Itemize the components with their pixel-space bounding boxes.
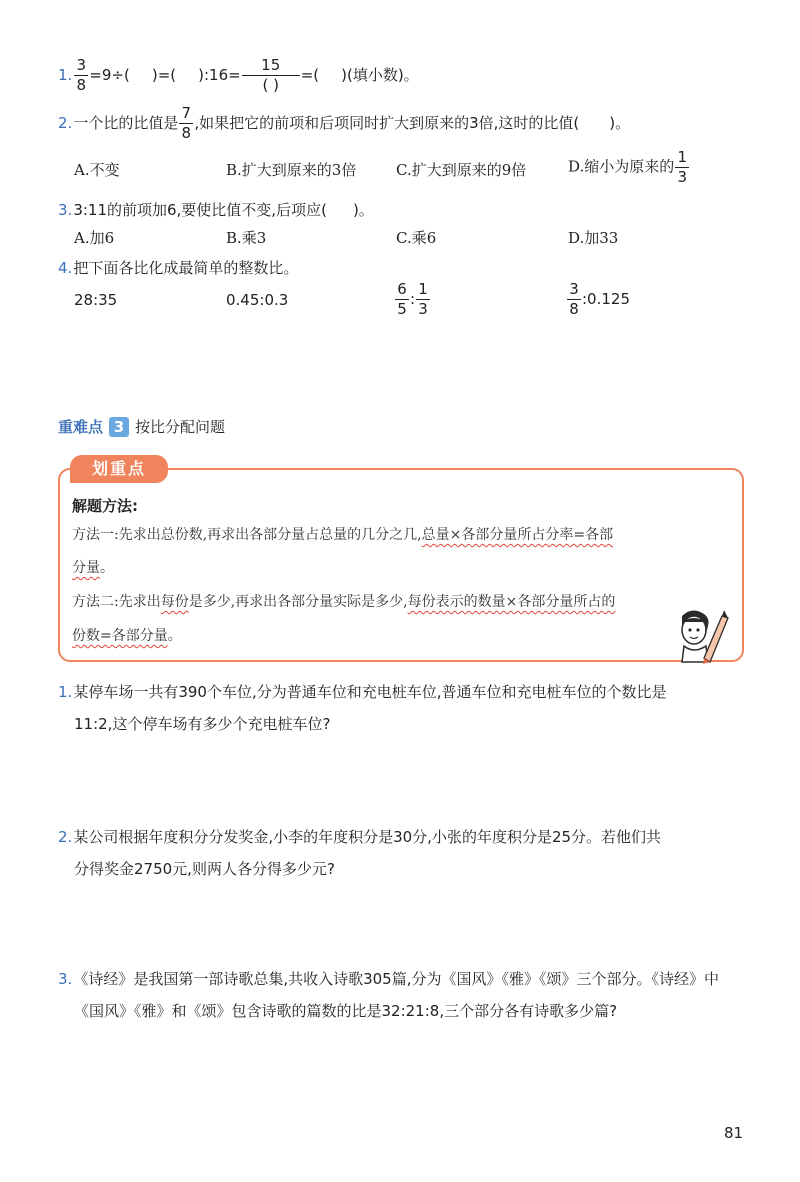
option-b: B.扩大到原来的3倍 bbox=[226, 161, 357, 179]
question-number: 2. bbox=[58, 828, 73, 846]
ratio-2: 0.45:0.3 bbox=[226, 291, 289, 309]
question-number: 4. bbox=[58, 259, 73, 277]
problem-3-line-2: 《国风》《雅》和《颂》包含诗歌的篇数的比是32:21:8,三个部分各有诗歌多少篇? bbox=[74, 1002, 618, 1020]
question-2: 2.一个比的比值是 $\frac{7}{8}$ ,如果把它的前项和后项同时扩大到原来的3倍,这时的比值( )。 bbox=[58, 104, 631, 142]
fraction-15-blank: $\frac{15}{( )}$ bbox=[242, 58, 300, 93]
question-number: 1. bbox=[58, 66, 73, 84]
question-3: 3.3:11的前项加6,要使比值不变,后项应( )。 bbox=[58, 201, 374, 219]
option-d: D.缩小为原来的 $\frac{1}{3}$ bbox=[568, 150, 690, 185]
ratio-1: 28:35 bbox=[74, 291, 118, 309]
problem-1-line-2: 11:2,这个停车场有多少个充电桩车位? bbox=[74, 715, 331, 733]
method-2-line-1: 方法二:先求出每份是多少,再求出各部分量实际是多少,每份表示的数量×各部分量所占的 bbox=[72, 594, 616, 610]
section-header bbox=[58, 416, 225, 437]
method-1-line-1: 方法一:先求出总份数,再求出各部分量占总量的几分之几,总量×各部分量所占分率=各部 bbox=[72, 527, 614, 543]
question-number: 3. bbox=[58, 970, 73, 988]
fraction-1-3: $\frac{1}{3}$ bbox=[675, 150, 689, 185]
question-number: 3. bbox=[58, 201, 73, 219]
fraction-7-8: $\frac{7}{8}$ bbox=[179, 106, 193, 141]
option-b: B.乘3 bbox=[226, 229, 267, 247]
section-badge: 3 bbox=[109, 417, 129, 437]
question-number: 2. bbox=[58, 114, 73, 132]
ratio-3: $\frac{6}{5}$ : $\frac{1}{3}$ bbox=[394, 282, 431, 317]
section-label: 重难点 bbox=[58, 418, 104, 436]
option-a: A.加6 bbox=[74, 229, 115, 247]
problem-1: 1.某停车场一共有390个车位,分为普通车位和充电桩车位,普通车位和充电桩车位的个数比是 bbox=[58, 683, 667, 701]
question-number: 1. bbox=[58, 683, 73, 701]
student-pencil-icon bbox=[664, 606, 734, 670]
option-c: C.乘6 bbox=[396, 229, 437, 247]
section-title: 按比分配问题 bbox=[135, 418, 226, 436]
problem-3: 3.《诗经》是我国第一部诗歌总集,共收入诗歌305篇,分为《国风》《雅》《颂》三个部分。《诗经》中 bbox=[58, 970, 719, 988]
method-1-line-2: 分量。 bbox=[72, 560, 114, 576]
option-a: A.不变 bbox=[74, 161, 120, 179]
question-4: 4.把下面各比化成最简单的整数比。 bbox=[58, 259, 299, 277]
method-2-line-2: 份数=各部分量。 bbox=[72, 628, 182, 644]
method-heading: 解题方法: bbox=[72, 497, 138, 515]
key-points-tag: 划重点 bbox=[70, 455, 168, 483]
page-number: 81 bbox=[724, 1124, 744, 1142]
problem-2: 2.某公司根据年度积分分发奖金,小李的年度积分是30分,小张的年度积分是25分。若他们共 bbox=[58, 828, 662, 846]
fraction-3-8: $\frac{3}{8}$ bbox=[74, 58, 88, 93]
question-1: 1. $\frac{3}{8}$ =9÷( )=( ):16= $\frac{15}{( )}$ =( )(填小数)。 bbox=[58, 56, 419, 94]
option-d: D.加33 bbox=[568, 229, 619, 247]
option-c: C.扩大到原来的9倍 bbox=[396, 161, 527, 179]
problem-2-line-2: 分得奖金2750元,则两人各分得多少元? bbox=[74, 860, 335, 878]
ratio-4: $\frac{3}{8}$ :0.125 bbox=[566, 282, 630, 317]
